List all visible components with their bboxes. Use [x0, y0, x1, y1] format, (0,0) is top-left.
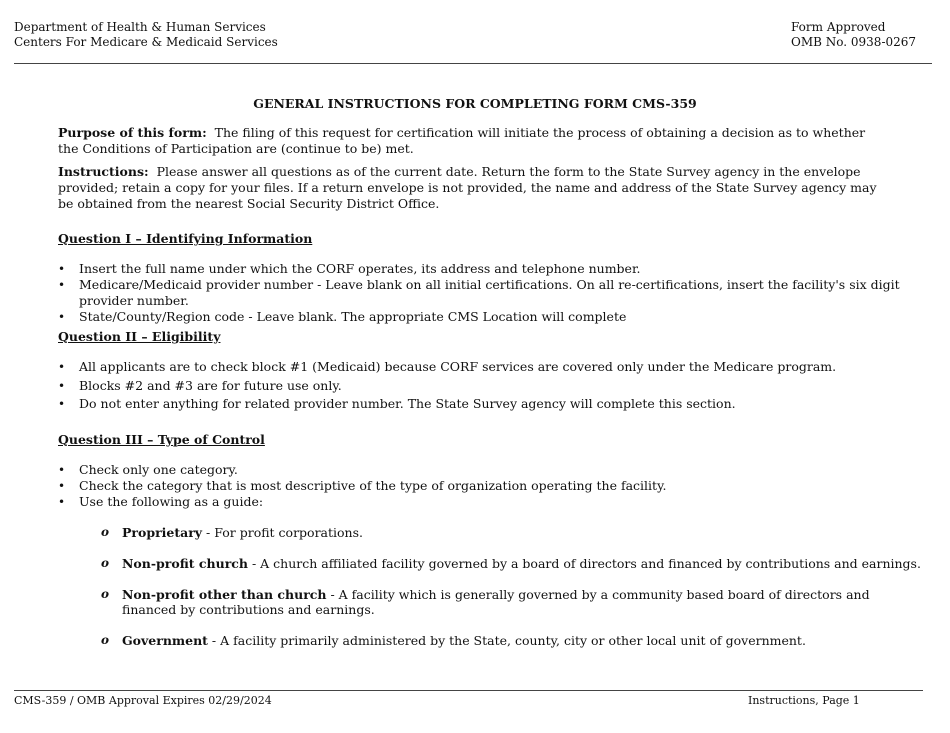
list-item: • Insert the full name under which the CORF operates, its address and telephone number.	[58, 261, 641, 276]
circle-bullet-icon: o	[101, 633, 110, 647]
bullet-icon: •	[58, 479, 66, 493]
question-1-heading: Question I – Identifying Information	[58, 231, 313, 246]
purpose-text: The filing of this request for certification will initiate the process of obtaining a decision as to whether the Conditions of Participation are (continue to be) met.	[58, 125, 866, 156]
purpose-paragraph	[58, 125, 878, 157]
agency-line-2: Centers For Medicare & Medicaid Services	[14, 35, 278, 49]
approval-line-2: OMB No. 0938-0267	[791, 35, 917, 49]
header-divider	[14, 63, 932, 64]
circle-bullet-icon: o	[101, 587, 110, 601]
bullet-icon: •	[58, 397, 66, 411]
category-description: - A church affiliated facility governed by a board of directors and financed by contributions and earnings.	[248, 556, 921, 571]
instructions-paragraph	[58, 164, 878, 212]
agency-block	[14, 20, 278, 50]
form-expiration: CMS-359 / OMB Approval Expires 02/29/2024	[14, 694, 272, 707]
list-item: • All applicants are to check block #1 (Medicaid) because CORF services are covered only under the Medicare program.	[58, 359, 837, 374]
control-category-government	[101, 633, 927, 648]
list-item: • State/County/Region code - Leave blank. The appropriate CMS Location will complete	[58, 309, 627, 324]
purpose-label: Purpose of this form:	[58, 125, 207, 140]
bullet-icon: •	[58, 262, 66, 276]
control-category-nonprofit-other	[101, 587, 927, 617]
list-item: • Blocks #2 and #3 are for future use only.	[58, 377, 342, 393]
category-description: - A facility which is generally governed by a community based board of directors and financed by contributions and earnings.	[122, 587, 870, 617]
bullet-icon: •	[58, 360, 66, 374]
page-title: GENERAL INSTRUCTIONS FOR COMPLETING FORM CMS-359	[253, 96, 697, 111]
control-category-nonprofit-church	[101, 556, 927, 571]
question-3-heading: Question III – Type of Control	[58, 432, 265, 447]
bullet-icon: •	[58, 378, 66, 393]
category-term: Proprietary	[122, 525, 203, 540]
instructions-text: Please answer all questions as of the current date. Return the form to the State Survey agency in the envelope provided; retain a copy for your files. If a return envelope is not provided, the name and address of the State Survey agency may be obtained from the nearest Social Security District Office.	[58, 164, 877, 211]
page-number: Instructions, Page 1	[748, 694, 860, 707]
bullet-icon: •	[58, 278, 66, 292]
approval-line-1: Form Approved	[791, 20, 886, 34]
agency-line-1: Department of Health & Human Services	[14, 20, 266, 34]
bullet-icon: •	[58, 495, 66, 509]
question-2-list	[58, 359, 928, 415]
question-3-list	[58, 462, 928, 510]
bullet-icon: •	[58, 463, 66, 477]
question-2-heading: Question II – Eligibility	[58, 329, 221, 344]
list-item: • Do not enter anything for related provider number. The State Survey agency will complete this section.	[58, 396, 736, 411]
category-description: - For profit corporations.	[202, 525, 363, 540]
control-category-proprietary	[101, 525, 927, 540]
list-item: • Check the category that is most descriptive of the type of organization operating the facility.	[58, 478, 667, 493]
circle-bullet-icon: o	[101, 525, 110, 539]
category-term: Government	[122, 633, 208, 648]
list-item: • Use the following as a guide:	[58, 494, 264, 509]
category-term: Non-profit other than church	[122, 587, 327, 602]
question-1-list	[58, 261, 928, 325]
category-term: Non-profit church	[122, 556, 248, 571]
circle-bullet-icon: o	[101, 556, 110, 570]
instructions-label: Instructions:	[58, 164, 149, 179]
bullet-icon: •	[58, 310, 66, 324]
approval-block	[791, 20, 916, 50]
list-item: • Check only one category.	[58, 462, 238, 477]
category-description: - A facility primarily administered by the State, county, city or other local unit of government.	[207, 633, 806, 648]
list-item: • Medicare/Medicaid provider number - Leave blank on all initial certifications. On all re-certifications, insert the facility's six digit provider number.	[58, 277, 900, 308]
footer-divider	[14, 690, 923, 691]
